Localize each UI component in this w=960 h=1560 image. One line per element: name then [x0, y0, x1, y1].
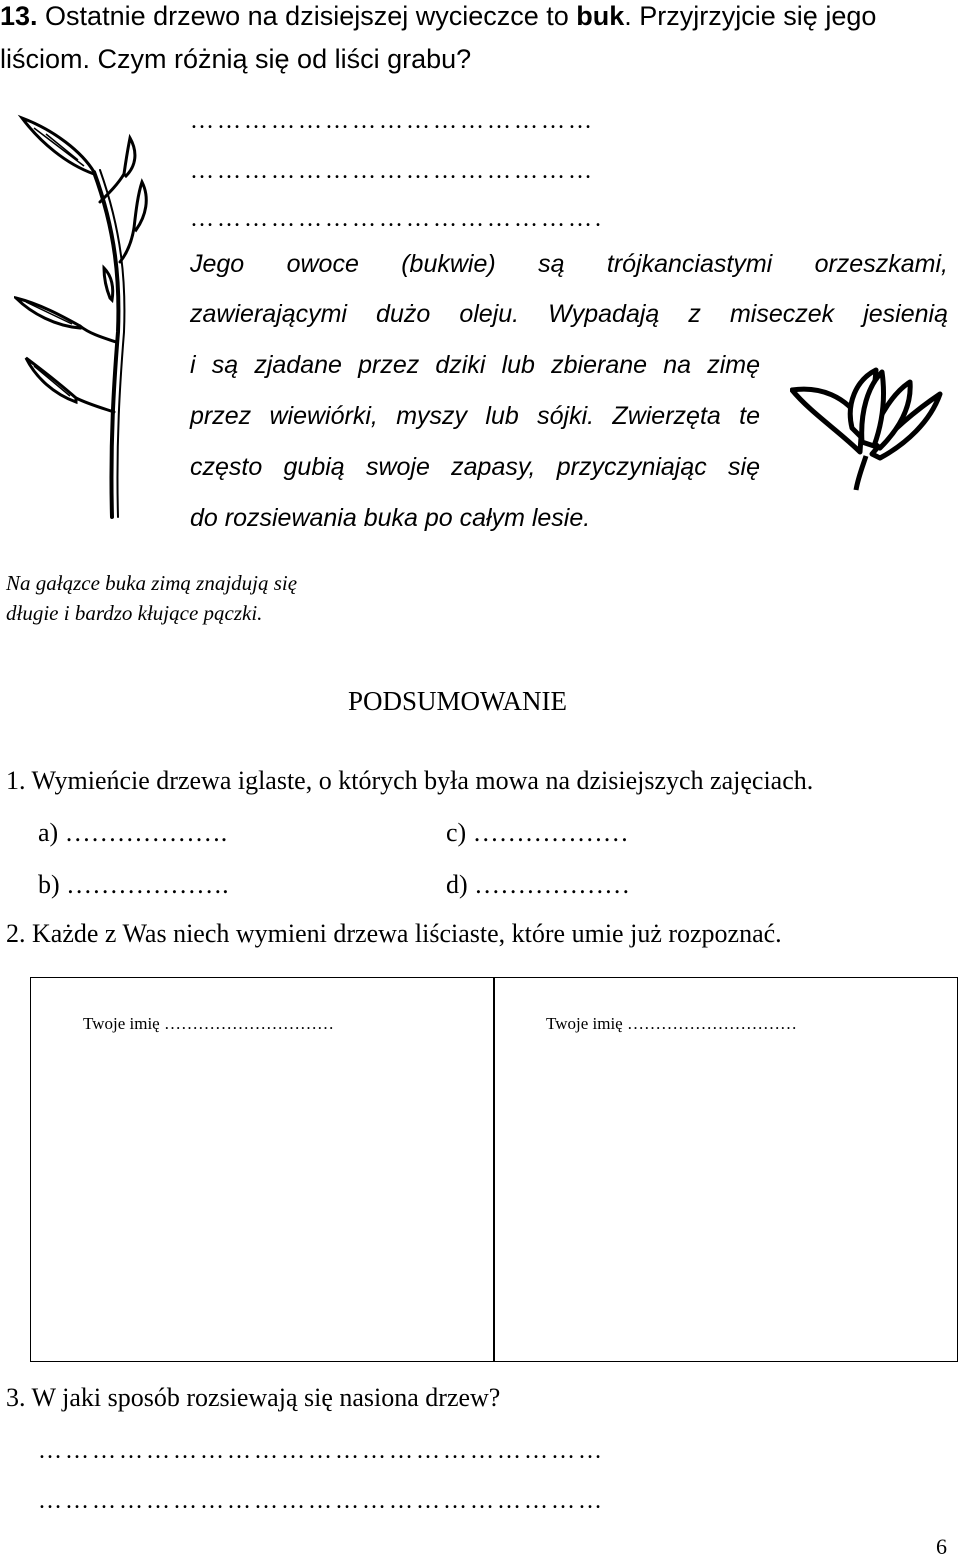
illustration-caption-line-2: długie i bardzo kłujące pączki. [6, 601, 263, 625]
answer-dots-line-2: ……………………………………… [190, 158, 595, 184]
word: dużo [376, 300, 431, 328]
question-number: 13. [0, 1, 38, 31]
answer-c: c) ……………… [446, 818, 629, 847]
answer-b: b) ………………. [38, 870, 229, 899]
answer-box-left[interactable] [30, 977, 495, 1362]
beechnut-cupule-illustration [790, 362, 946, 494]
question-1: 1. Wymieńcie drzewa iglaste, o których była mowa na dzisiejszych zajęciach. [6, 766, 814, 795]
answer-box-right[interactable] [493, 977, 958, 1362]
answer-dots-line-3: ………………………………………. [190, 206, 604, 232]
word: Jego [190, 250, 245, 278]
illustration-caption-line-1: Na gałązce buka zimą znajdują się [6, 571, 298, 595]
answer-a: a) ………………. [38, 818, 228, 847]
word: jesienią [863, 300, 948, 328]
word: trójkanciastymi [606, 250, 773, 278]
word: (bukwie) [401, 250, 496, 278]
question-2: 2. Każde z Was niech wymieni drzewa liściaste, które umie już rozpoznać. [6, 919, 782, 948]
word: są [538, 250, 565, 278]
answer-dots-line-1: ……………………………………… [190, 108, 595, 134]
paragraph-line-1 [190, 249, 948, 279]
question-3: 3. W jaki sposób rozsiewają się nasiona drzew? [6, 1383, 501, 1412]
question-bold-word: buk [576, 1, 625, 31]
word: owoce [286, 250, 359, 278]
summary-heading: PODSUMOWANIE [348, 686, 568, 716]
paragraph-line-5: często gubią swoje zapasy, przyczyniając się [190, 453, 760, 481]
paragraph-line-2 [190, 299, 948, 329]
word: miseczek [729, 300, 835, 328]
question-3-dots-1: ……………………………………………………… [38, 1438, 605, 1464]
question-13-line1 [0, 0, 876, 32]
page-number: 6 [936, 1534, 947, 1559]
question-text-end: . Przyjrzyjcie się jego [624, 1, 877, 31]
paragraph-line-6: do rozsiewania buka po całym lesie. [190, 504, 591, 532]
question-text: Ostatnie drzewo na dzisiejszej wycieczce to [37, 1, 577, 31]
answer-d: d) ……………… [446, 870, 631, 899]
word: Wypadają [548, 300, 660, 328]
word: oleju. [459, 300, 520, 328]
word: z [688, 300, 701, 328]
word: orzeszkami, [814, 250, 948, 278]
question-13-line2: liściom. Czym różnią się od liści grabu? [0, 44, 472, 74]
question-3-dots-2: ……………………………………………………… [38, 1488, 605, 1514]
word: zawierającymi [190, 300, 347, 328]
answer-box-left-label: Twoje imię ………………………… [83, 1014, 334, 1033]
answer-box-right-label: Twoje imię ………………………… [546, 1014, 797, 1033]
beech-branch-illustration [14, 112, 164, 522]
paragraph-line-4: przez wiewiórki, myszy lub sójki. Zwierzęta te [190, 402, 760, 430]
paragraph-line-3: i są zjadane przez dziki lub zbierane na zimę [190, 351, 760, 379]
